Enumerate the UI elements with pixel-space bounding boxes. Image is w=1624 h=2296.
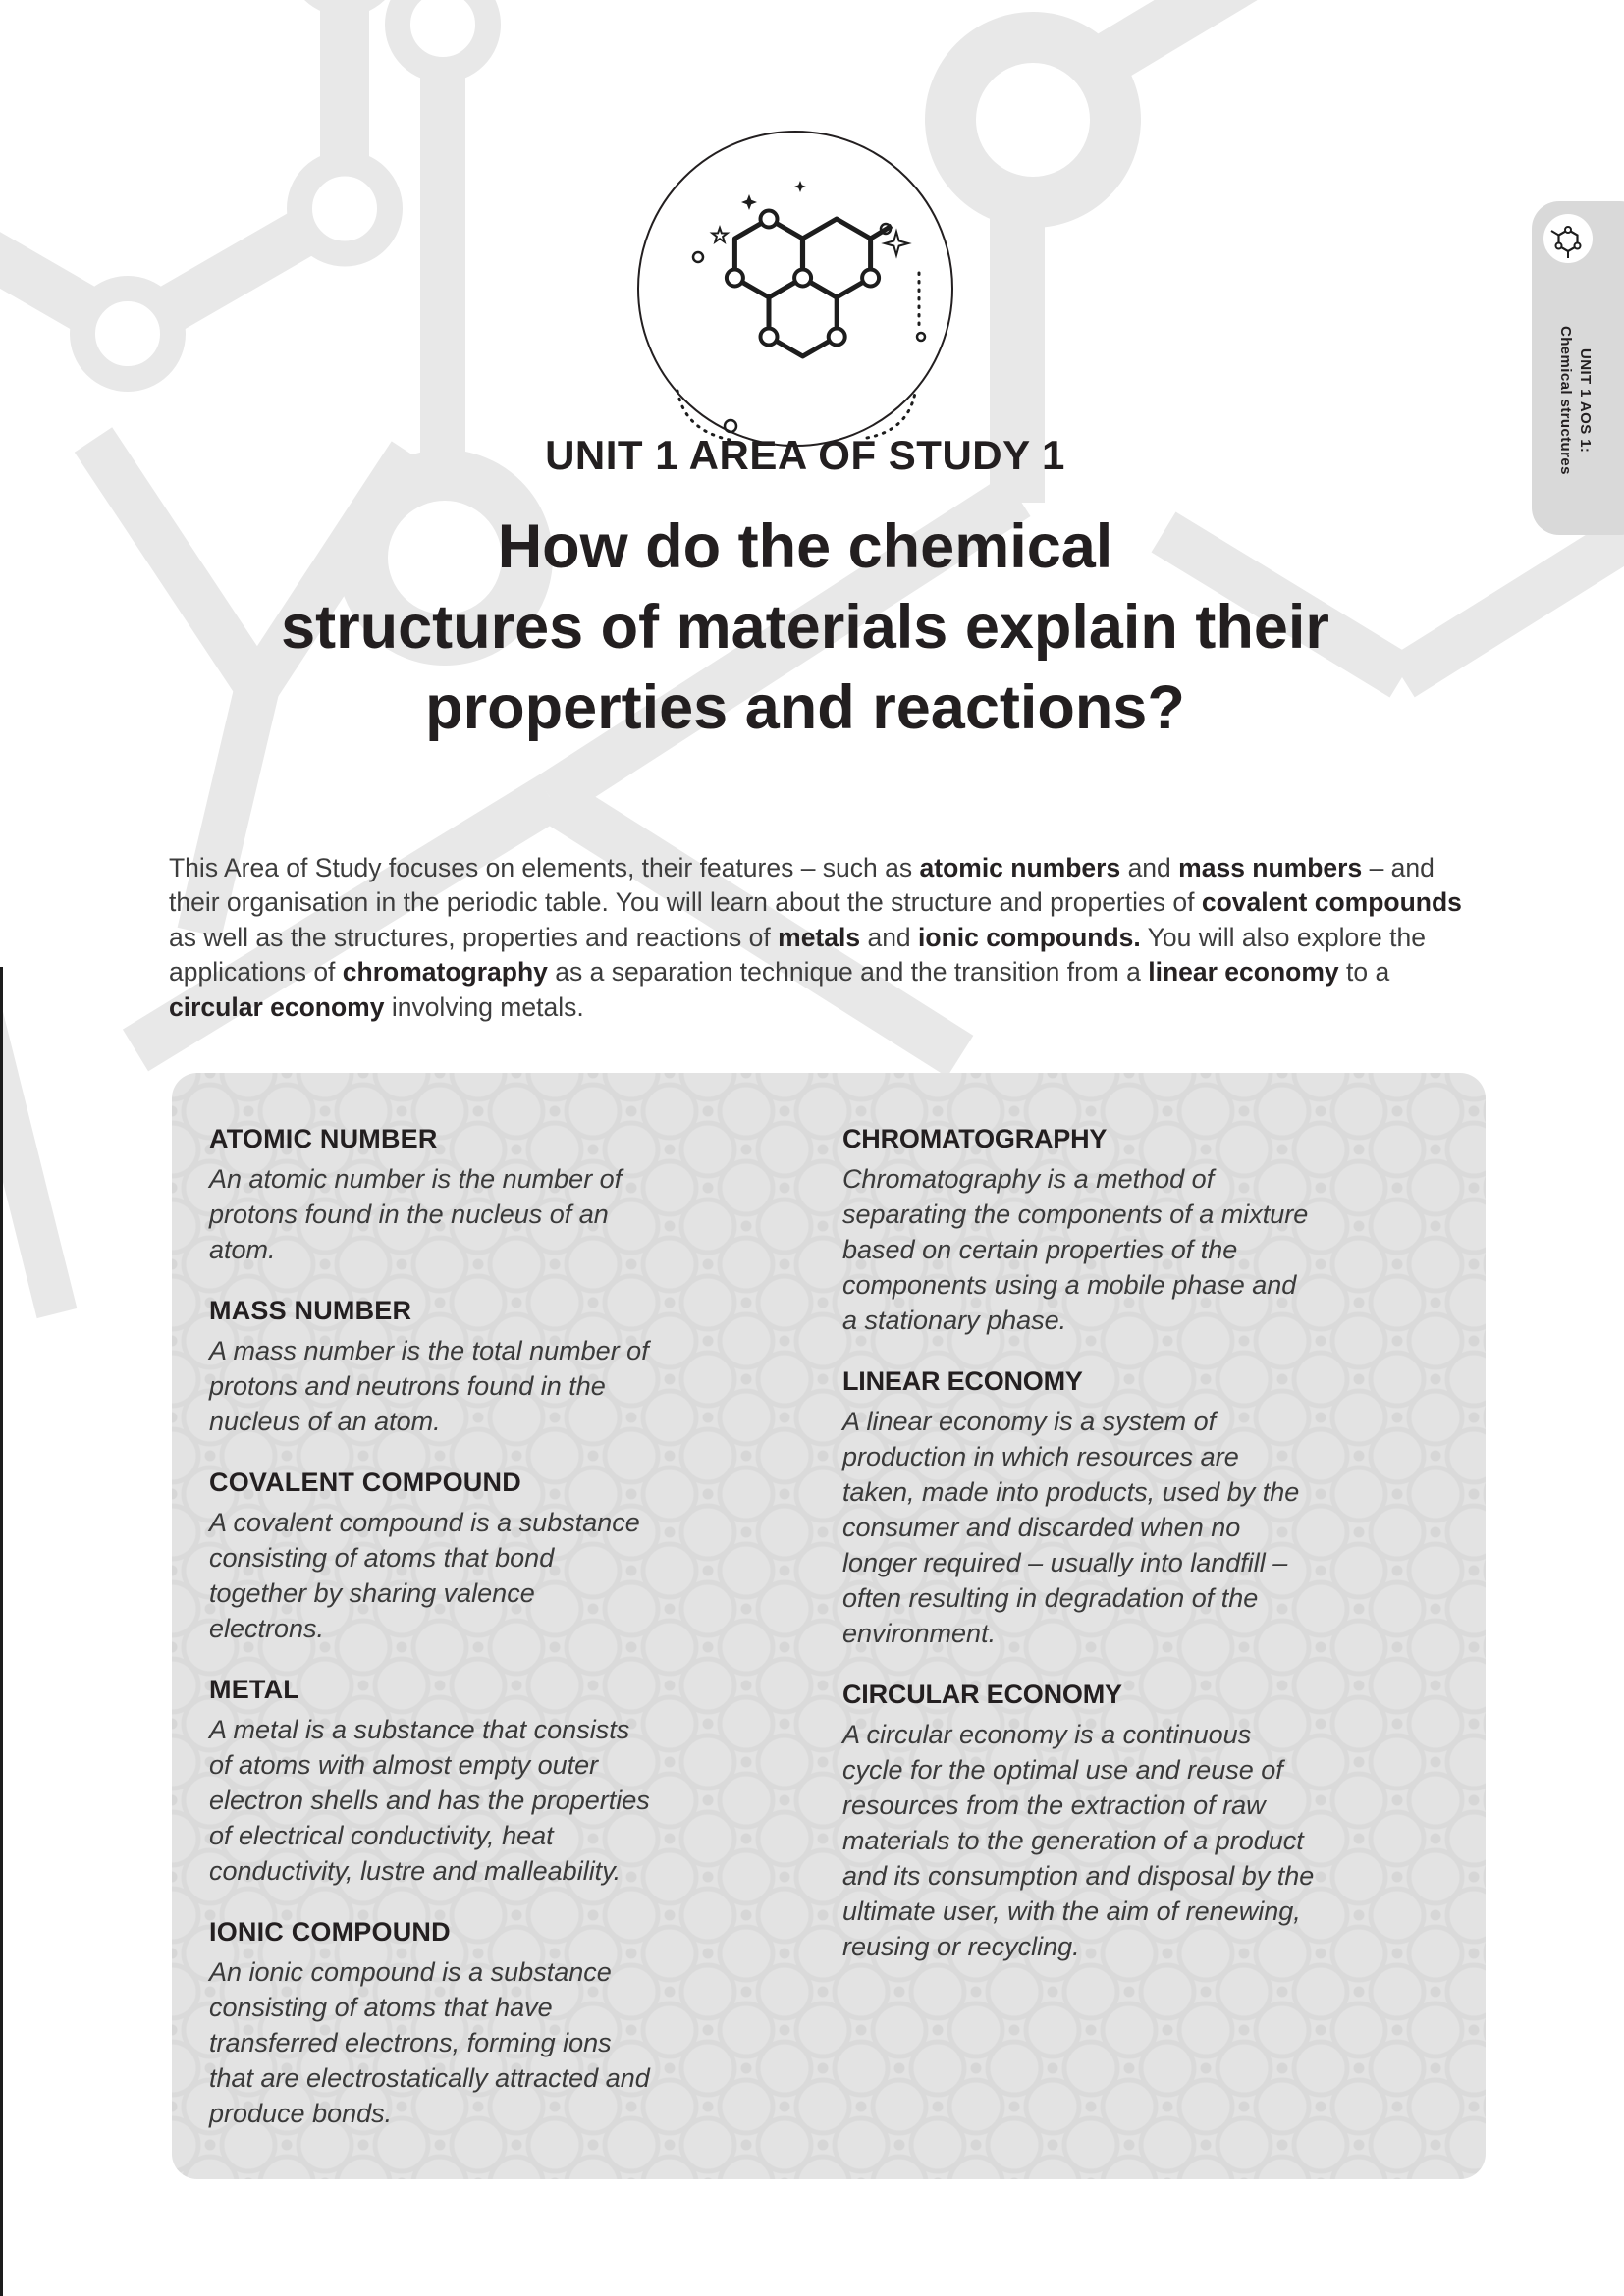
- definition-term: COVALENT COMPOUND: [209, 1468, 521, 1497]
- definition-term: METAL: [209, 1675, 299, 1704]
- page-edge-line: [0, 967, 3, 2296]
- definition-text: A circular economy is a continuous cycle for the optimal use and reuse of resources from the extraction of raw materials to the generation of a product and its consumption and disposal by the ultimate user, with the aim of renewing, reusing or recycling.: [842, 1720, 1315, 1961]
- intro-bold-term: metals: [778, 922, 861, 952]
- definition-term: LINEAR ECONOMY: [842, 1366, 1083, 1396]
- definition-entry: [209, 1296, 653, 1439]
- definition-term: IONIC COMPOUND: [209, 1917, 451, 1947]
- chapter-side-tab: [1532, 201, 1624, 535]
- molecule-icon: [1543, 214, 1593, 263]
- intro-segment: and: [860, 922, 919, 952]
- intro-segment: involving metals.: [384, 991, 584, 1022]
- intro-segment: to a: [1338, 957, 1390, 987]
- page-title-line-1: How do the chemical: [497, 512, 1113, 581]
- intro-bold-term: chromatography: [342, 957, 548, 987]
- definition-term: MASS NUMBER: [209, 1296, 412, 1325]
- molecule-badge: [633, 126, 957, 454]
- definition-term: ATOMIC NUMBER: [209, 1124, 438, 1153]
- definition-text: An atomic number is the number of protons found in the nucleus of an atom.: [209, 1164, 623, 1264]
- definition-entry: [842, 1124, 1318, 1338]
- intro-segment: as a separation technique and the transition from a: [547, 957, 1149, 987]
- definition-entry: [842, 1680, 1318, 1964]
- definition-entry: [209, 1675, 653, 1889]
- intro-bold-term: linear economy: [1148, 957, 1339, 987]
- intro-bold-term: atomic numbers: [919, 852, 1121, 882]
- intro-segment: You will also explore the applications of: [169, 922, 1427, 987]
- definitions-box: [172, 1073, 1486, 2179]
- intro-bold-term: mass numbers: [1178, 852, 1363, 882]
- intro-segment: as well as the structures, properties and reactions of: [169, 922, 779, 952]
- intro-segment: This Area of Study focuses on elements, their features – such as: [169, 852, 920, 882]
- definition-entry: [209, 1124, 653, 1267]
- definition-text: Chromatography is a method of separating the components of a mixture based on certain properties of the components using a mobile phase and a stationary phase.: [842, 1164, 1309, 1335]
- page-title-line-2: structures of materials explain their: [281, 593, 1329, 662]
- page-title: [59, 507, 1551, 748]
- definition-text: An ionic compound is a substance consisting of atoms that have transferred electrons, forming ions that are electrostatically attracted and produce bonds.: [209, 1957, 650, 2128]
- definition-entry: [209, 1917, 653, 2131]
- tab-label-line-2: Chemical structures: [1557, 326, 1574, 475]
- molecule-badge-icon: [633, 126, 957, 454]
- intro-segment: and: [1120, 852, 1179, 882]
- definition-entry: [209, 1468, 653, 1646]
- tab-label-line-1: UNIT 1 AOS 1:: [1577, 347, 1594, 454]
- intro-bold-term: circular economy: [169, 991, 385, 1022]
- definition-term: CHROMATOGRAPHY: [842, 1124, 1108, 1153]
- definition-entry: [842, 1366, 1318, 1651]
- intro-segment: – and their organisation in the periodic table. You will learn about the structure and properties of: [169, 852, 1435, 917]
- definition-text: A metal is a substance that consists of atoms with almost empty outer electron shells and has the properties of electrical conductivity, heat conductivity, lustre and malleability.: [209, 1715, 650, 1886]
- intro-paragraph: [169, 851, 1475, 1026]
- definition-text: A covalent compound is a substance consisting of atoms that bond together by sharing valence electrons.: [209, 1508, 640, 1643]
- intro-bold-term: covalent compounds: [1201, 887, 1462, 917]
- kicker-heading: UNIT 1 AREA OF STUDY 1: [545, 432, 1065, 478]
- definitions-column-left: [209, 1124, 653, 2160]
- definition-text: A mass number is the total number of protons and neutrons found in the nucleus of an atom.: [209, 1336, 649, 1436]
- intro-bold-term: ionic compounds.: [918, 922, 1141, 952]
- tab-icon-circle: [1543, 214, 1593, 263]
- definition-text: A linear economy is a system of production in which resources are taken, made into products, used by the consumer and discarded when no longer required – usually into landfill – often resulting in degradation of the environment.: [842, 1407, 1300, 1648]
- page-title-line-3: properties and reactions?: [425, 673, 1185, 742]
- definition-term: CIRCULAR ECONOMY: [842, 1680, 1122, 1709]
- definitions-column-right: [842, 1124, 1318, 1993]
- tab-label: [1538, 278, 1595, 523]
